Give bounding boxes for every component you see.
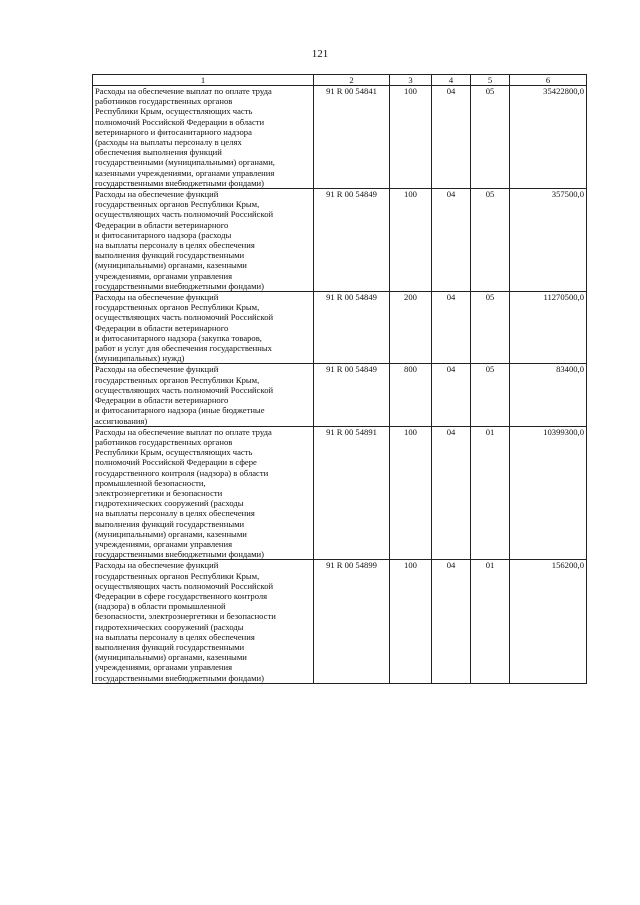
subsection-code: 01 <box>471 426 510 560</box>
subsection-code: 01 <box>471 560 510 683</box>
target-article-code: 91 R 00 54849 <box>314 364 390 426</box>
column-header: 4 <box>432 75 471 86</box>
target-article-code: 91 R 00 54891 <box>314 426 390 560</box>
table-row <box>93 86 587 189</box>
expense-description: Расходы на обеспечение функций государственных органов Республики Крым, осуществляющих часть полномочий Российской Федерации в области ветеринарного и фитосанитарного надзора (расходы на выплаты персоналу в целях обеспечения выполнения функций государственными (муниципальными) органами, казенными учреждениями, органами управления государственными внебюджетными фондами) <box>93 189 314 292</box>
expense-type-code: 100 <box>390 560 432 683</box>
target-article-code: 91 R 00 54899 <box>314 560 390 683</box>
expense-description: Расходы на обеспечение функций государственных органов Республики Крым, осуществляющих часть полномочий Российской Федерации в области ветеринарного и фитосанитарного надзора (закупка товаров, работ и услуг для обеспечения государственных (муниципальных) нужд) <box>93 292 314 364</box>
target-article-code: 91 R 00 54849 <box>314 189 390 292</box>
expense-type-code: 100 <box>390 189 432 292</box>
amount: 11270500,0 <box>510 292 587 364</box>
amount: 83400,0 <box>510 364 587 426</box>
table-row <box>93 189 587 292</box>
expense-description: Расходы на обеспечение выплат по оплате труда работников государственных органов Республики Крым, осуществляющих часть полномочий Российской Федерации в области ветеринарного и фитосанитарного надзора (расходы на выплаты персоналу в целях обеспечения выполнения функций государственными (муниципальными) органами, казенными учреждениями, органами управления государственными внебюджетными фондами) <box>93 86 314 189</box>
expense-type-code: 100 <box>390 86 432 189</box>
subsection-code: 05 <box>471 189 510 292</box>
expense-description: Расходы на обеспечение функций государственных органов Республики Крым, осуществляющих часть полномочий Российской Федерации в области ветеринарного и фитосанитарного надзора (иные бюджетные ассигнования) <box>93 364 314 426</box>
budget-table <box>92 74 587 684</box>
section-code: 04 <box>432 292 471 364</box>
column-header: 2 <box>314 75 390 86</box>
header-row <box>93 75 587 86</box>
column-header: 3 <box>390 75 432 86</box>
subsection-code: 05 <box>471 86 510 189</box>
table-row <box>93 560 587 683</box>
subsection-code: 05 <box>471 364 510 426</box>
section-code: 04 <box>432 426 471 560</box>
table-row <box>93 292 587 364</box>
expense-type-code: 800 <box>390 364 432 426</box>
section-code: 04 <box>432 560 471 683</box>
subsection-code: 05 <box>471 292 510 364</box>
table-row <box>93 364 587 426</box>
expense-description: Расходы на обеспечение функций государственных органов Республики Крым, осуществляющих часть полномочий Российской Федерации в сфере государственного контроля (надзора) в области промышленной безопасности, электроэнергетики и безопасности гидротехнических сооружений (расходы на выплаты персоналу в целях обеспечения выполнения функций государственными (муниципальными) органами, казенными учреждениями, органами управления государственными внебюджетными фондами) <box>93 560 314 683</box>
target-article-code: 91 R 00 54841 <box>314 86 390 189</box>
expense-description: Расходы на обеспечение выплат по оплате труда работников государственных органов Республики Крым, осуществляющих часть полномочий Российской Федерации в сфере государственного контроля (надзора) в области промышленной безопасности, электроэнергетики и безопасности гидротехнических сооружений (расходы на выплаты персоналу в целях обеспечения выполнения функций государственными (муниципальными) органами, казенными учреждениями, органами управления государственными внебюджетными фондами) <box>93 426 314 560</box>
amount: 35422800,0 <box>510 86 587 189</box>
amount: 10399300,0 <box>510 426 587 560</box>
column-header: 5 <box>471 75 510 86</box>
amount: 357500,0 <box>510 189 587 292</box>
expense-type-code: 100 <box>390 426 432 560</box>
section-code: 04 <box>432 189 471 292</box>
section-code: 04 <box>432 364 471 426</box>
column-header: 6 <box>510 75 587 86</box>
section-code: 04 <box>432 86 471 189</box>
expense-type-code: 200 <box>390 292 432 364</box>
amount: 156200,0 <box>510 560 587 683</box>
page-number: 121 <box>311 48 329 60</box>
target-article-code: 91 R 00 54849 <box>314 292 390 364</box>
table-row <box>93 426 587 560</box>
column-header: 1 <box>93 75 314 86</box>
